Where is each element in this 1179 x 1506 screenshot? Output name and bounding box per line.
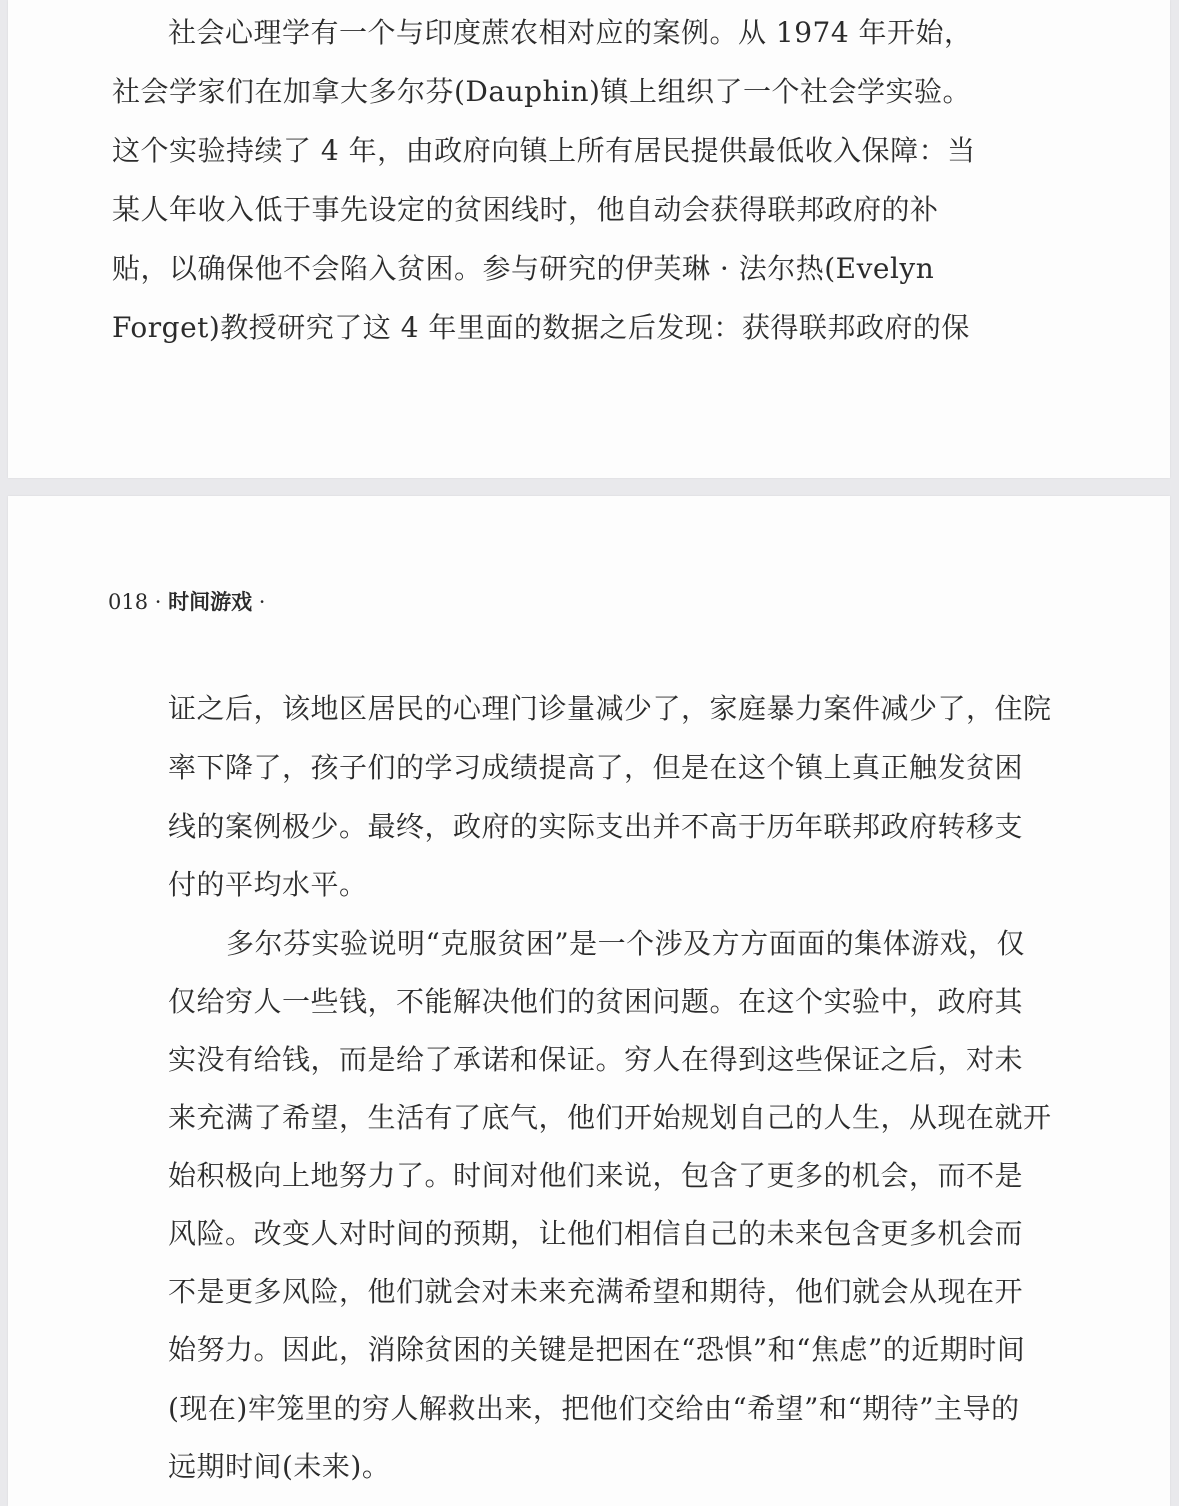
bottom-page [8,496,1170,1506]
top-page [8,0,1170,478]
text-line: 来充满了希望，生活有了底气，他们开始规划自己的人生，从现在就开 [168,1101,1052,1134]
text-line: 证之后，该地区居民的心理门诊量减少了，家庭暴力案件减少了，住院 [168,692,1052,725]
text-line: Forget)教授研究了这 4 年里面的数据之后发现：获得联邦政府的保 [112,311,970,344]
text-line: 始积极向上地努力了。时间对他们来说，包含了更多的机会，而不是 [168,1159,1024,1192]
text-line: 始努力。因此，消除贫困的关键是把困在“恐惧”和“焦虑”的近期时间 [168,1333,1026,1366]
text-line: 远期时间(未来)。 [168,1450,391,1483]
page-number: 018 [108,590,149,614]
book-title: 时间游戏 [168,590,253,614]
text-line: 多尔芬实验说明“克服贫困”是一个涉及方方面面的集体游戏，仅 [226,927,1026,960]
text-line: 仅给穷人一些钱，不能解决他们的贫困问题。在这个实验中，政府其 [168,985,1024,1018]
text-line: 付的平均水平。 [168,868,368,901]
text-line: (现在)牢笼里的穷人解救出来，把他们交给由“希望”和“期待”主导的 [168,1392,1020,1425]
header-separator: · [148,590,169,614]
text-line: 风险。改变人对时间的预期，让他们相信自己的未来包含更多机会而 [168,1217,1024,1250]
text-line: 率下降了，孩子们的学习成绩提高了，但是在这个镇上真正触发贫困 [168,751,1024,784]
text-line: 某人年收入低于事先设定的贫困线时，他自动会获得联邦政府的补 [112,193,939,226]
text-line: 线的案例极少。最终，政府的实际支出并不高于历年联邦政府转移支 [168,810,1024,843]
text-line: 实没有给钱，而是给了承诺和保证。穷人在得到这些保证之后，对未 [168,1043,1024,1076]
running-header [108,588,265,616]
text-line: 这个实验持续了 4 年，由政府向镇上所有居民提供最低收入保障：当 [112,134,976,167]
text-line: 社会心理学有一个与印度蔗农相对应的案例。从 1974 年开始， [168,16,973,49]
text-line: 不是更多风险，他们就会对未来充满希望和期待，他们就会从现在开 [168,1275,1024,1308]
text-line: 社会学家们在加拿大多尔芬(Dauphin)镇上组织了一个社会学实验。 [112,75,971,108]
text-line: 贴，以确保他不会陷入贫困。参与研究的伊芙琳 · 法尔热(Evelyn [112,252,935,285]
header-separator: · [252,590,266,614]
